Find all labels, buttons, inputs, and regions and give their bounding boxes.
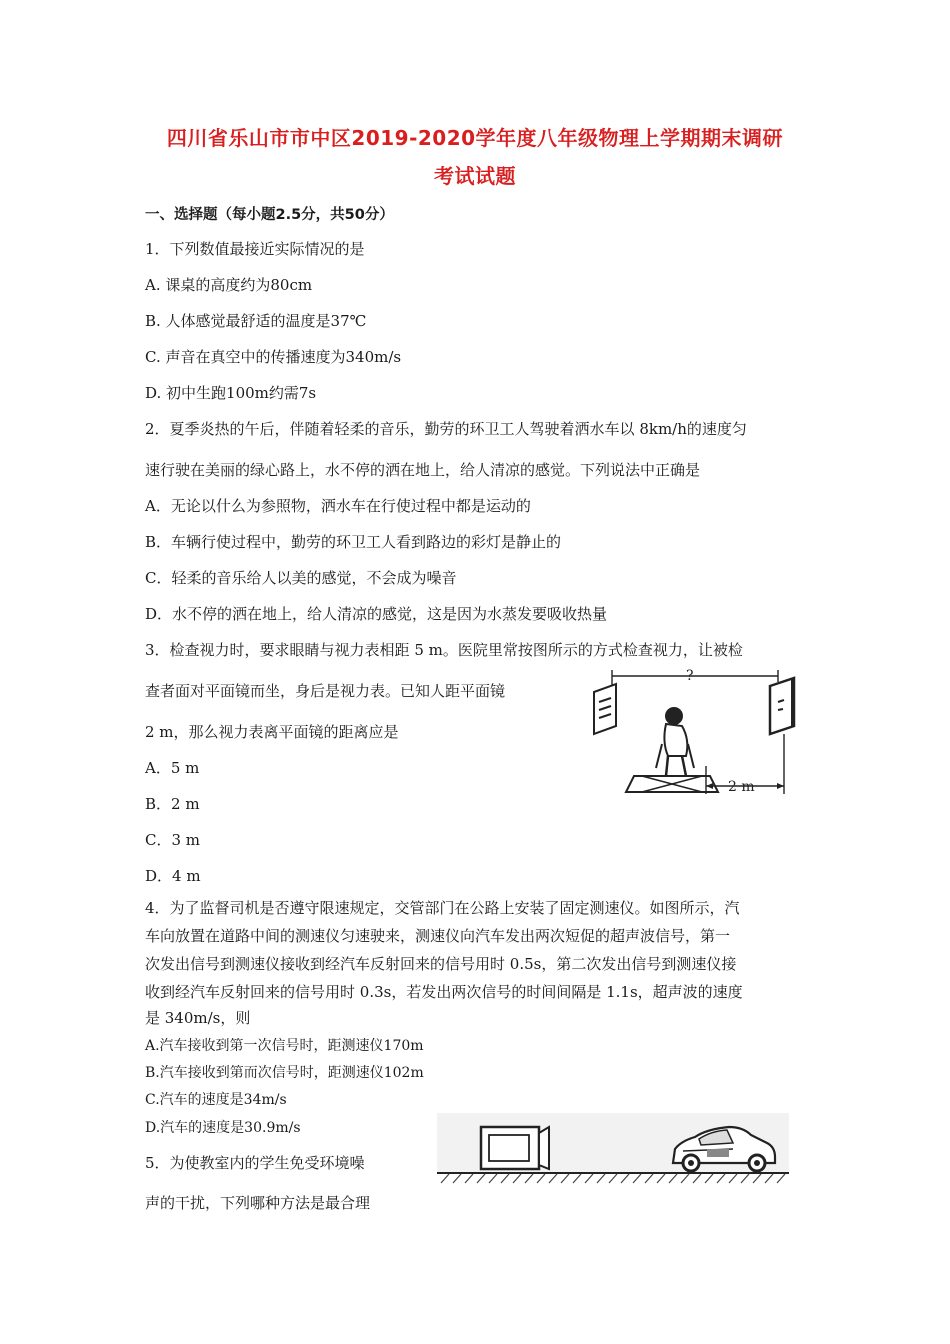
q5-stem-line-2: 声的干扰，下列哪种方法是最合理 [145,1194,371,1212]
mirror-icon [770,678,794,734]
document-title-line-1: 四川省乐山市市中区2019-2020学年度八年级物理上学期期末调研 [166,126,784,150]
q2-option-a: A．无论以什么为参照物，洒水车在行使过程中都是运动的 [145,497,531,515]
eye-test-figure [582,664,812,799]
q5-stem-line-1: 5．为使教室内的学生免受环境噪 [145,1154,365,1172]
q4-stem-line-3: 次发出信号到测速仪接收到经汽车反射回来的信号用时 0.5s，第二次发出信号到测速仪接 [145,955,737,973]
figure-distance-label: 2 m [728,779,755,795]
q1-option-a: A. 课桌的高度约为80cm [145,276,313,294]
patient-head [665,707,683,725]
q3-option-a: A．5 m [145,759,200,777]
q2-stem-line-2: 速行驶在美丽的绿心路上，水不停的洒在地上，给人清凉的感觉。下列说法中正确是 [145,461,701,479]
q4-stem-line-5: 是 340m/s，则 [145,1009,251,1027]
q3-stem-line-1: 3．检查视力时，要求眼睛与视力表相距 5 m。医院里常按图所示的方式检查视力，让被检 [145,641,743,659]
q4-option-a: A.汽车接收到第一次信号时，距测速仪170m [145,1038,424,1054]
q3-stem-line-3: 2 m，那么视力表离平面镜的距离应是 [145,723,399,741]
q4-stem-line-1: 4．为了监督司机是否遵守限速规定，交管部门在公路上安装了固定测速仪。如图所示，汽 [145,899,740,917]
q2-option-c: C．轻柔的音乐给人以美的感觉，不会成为噪音 [145,569,457,587]
q1-option-b: B. 人体感觉最舒适的温度是37℃ [145,312,367,330]
speed-camera-icon [481,1127,549,1169]
section-heading-choice: 一、选择题（每小题2.5分，共50分） [145,207,394,223]
q3-option-c: C．3 m [145,831,201,849]
document-title-line-2: 考试试题 [434,164,516,188]
q4-option-d: D.汽车的速度是30.9m/s [145,1120,301,1136]
q4-stem-line-4: 收到经汽车反射回来的信号用时 0.3s，若发出两次信号的时间间隔是 1.1s，超声波的速度 [145,983,743,1001]
q2-option-b: B．车辆行使过程中，勤劳的环卫工人看到路边的彩灯是静止的 [145,533,562,551]
q2-stem-line-1: 2．夏季炎热的午后，伴随着轻柔的音乐，勤劳的环卫工人驾驶着洒水车以 8km/h的速度匀 [145,420,747,438]
q4-stem-line-2: 车向放置在道路中间的测速仪匀速驶来，测速仪向汽车发出两次短促的超声波信号，第一 [145,927,731,945]
q4-option-c: C.汽车的速度是34m/s [145,1092,287,1108]
q2-option-d: D．水不停的洒在地上，给人清凉的感觉，这是因为水蒸发要吸收热量 [145,605,608,623]
q1-option-d: D. 初中生跑100m约需7s [145,384,317,402]
q1-option-c: C. 声音在真空中的传播速度为340m/s [145,348,402,366]
patient-body [664,724,687,756]
q3-option-b: B．2 m [145,795,200,813]
speed-camera-figure [437,1113,789,1188]
figure-unknown-label: ? [686,668,694,684]
q3-option-d: D．4 m [145,867,201,885]
road-surface [441,1174,785,1183]
q1-stem: 1．下列数值最接近实际情况的是 [145,240,365,258]
q4-option-b: B.汽车接收到第而次信号时，距测速仪102m [145,1065,424,1081]
q3-stem-line-2: 查者面对平面镜而坐，身后是视力表。已知人距平面镜 [145,682,506,700]
